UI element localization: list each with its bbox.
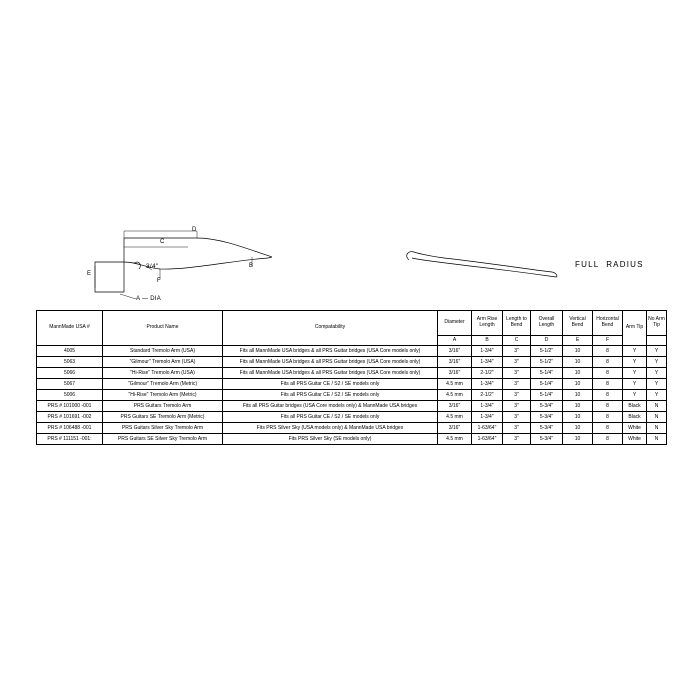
cell-overall: 5-3/4" (531, 423, 563, 434)
drawing-svg (0, 200, 700, 310)
dimension-label-e: E (87, 271, 92, 277)
header-arm-rise-line1: Arm Rise (476, 316, 498, 323)
dimension-label-a-dia: A — DIA (136, 296, 162, 302)
full-radius-label: FULL RADIUS (575, 260, 644, 269)
header-overall-line1: Overall (538, 316, 555, 323)
cell-length-bend: 3" (503, 346, 531, 357)
cell-no-tip: Y (647, 379, 667, 390)
full-radius-lower (412, 258, 556, 277)
cell-compatibility: Fits all PRS Guitar CE / S2 / SE models only (223, 390, 438, 401)
header-horizontal-line1: Horizontal (596, 316, 619, 323)
cell-no-tip: N (647, 412, 667, 423)
cell-compatibility: Fits all MannMade USA bridges & all PRS Guitar bridges (USA Core models only) (223, 357, 438, 368)
cell-no-tip: Y (647, 346, 667, 357)
cell-vertical: 10 (563, 357, 593, 368)
cell-arm-rise: 1-3/4" (472, 379, 503, 390)
cell-product: "Hi-Rise" Tremolo Arm (USA) (103, 368, 223, 379)
threaded-shank (95, 262, 124, 292)
letter-d: D (531, 336, 563, 346)
cell-vertical: 10 (563, 434, 593, 445)
cell-part: PRS # 106488 -001 (37, 423, 103, 434)
cell-length-bend: 3" (503, 401, 531, 412)
letter-a: A (438, 336, 472, 346)
tremolo-arm-spec-table (36, 310, 667, 445)
cell-no-tip: N (647, 434, 667, 445)
arm-tip-end (268, 257, 272, 258)
cell-diameter: 4.5 mm (438, 379, 472, 390)
table-row (37, 379, 667, 390)
header-length-bend-line1: Length to (506, 316, 527, 323)
cell-no-tip: N (647, 401, 667, 412)
cell-vertical: 10 (563, 390, 593, 401)
header-vertical-bend (563, 311, 593, 336)
cell-diameter: 4.5 mm (438, 412, 472, 423)
table-row (37, 401, 667, 412)
cell-compatibility: Fits all PRS Guitar CE / S2 / SE models only (223, 412, 438, 423)
cell-length-bend: 3" (503, 423, 531, 434)
table-row (37, 368, 667, 379)
cell-part: 5067 (37, 379, 103, 390)
header-product-name: Product Name (103, 311, 223, 346)
cell-product: "Gilmour" Tremolo Arm (Metric) (103, 379, 223, 390)
cell-length-bend: 3" (503, 412, 531, 423)
header-arm-tip: Arm Tip (623, 311, 647, 346)
cell-no-tip: Y (647, 390, 667, 401)
cell-arm-tip: Y (623, 357, 647, 368)
cell-arm-rise: 2-1/2" (472, 368, 503, 379)
cell-compatibility: Fits PRS Silver Sky (SE models only) (223, 434, 438, 445)
cell-product: PRS Guitars Tremolo Arm (103, 401, 223, 412)
cell-arm-tip: Y (623, 379, 647, 390)
table-row (37, 423, 667, 434)
cell-overall: 5-1/4" (531, 379, 563, 390)
cell-arm-tip: White (623, 434, 647, 445)
table-body (37, 346, 667, 445)
cell-horizontal: 8 (593, 401, 623, 412)
cell-diameter: 4.5 mm (438, 434, 472, 445)
cell-vertical: 10 (563, 412, 593, 423)
dimension-label-f: F (157, 278, 161, 284)
cell-vertical: 10 (563, 379, 593, 390)
cell-product: PRS Guitars SE Silver Sky Tremolo Arm (103, 434, 223, 445)
table-row (37, 346, 667, 357)
cell-arm-tip: Black (623, 412, 647, 423)
cell-diameter: 3/16" (438, 346, 472, 357)
cell-overall: 5-3/4" (531, 401, 563, 412)
header-vertical-line2: Bend (571, 322, 584, 328)
cell-compatibility: Fits all PRS Guitar bridges (USA Core models only) & MannMade USA bridges (223, 401, 438, 412)
header-length-bend-line2: Bend (510, 322, 523, 328)
cell-arm-rise: 2-1/2" (472, 390, 503, 401)
table-row (37, 357, 667, 368)
cell-part: PRS # 111151 -001: (37, 434, 103, 445)
cell-compatibility: Fits all MannMade USA bridges & all PRS Guitar bridges (USA Core models only) (223, 346, 438, 357)
cell-compatibility: Fits PRS Silver Sky (USA models only) & MannMade USA bridges (223, 423, 438, 434)
cell-overall: 5-1/4" (531, 368, 563, 379)
dimension-label-b: B (249, 263, 254, 269)
cell-vertical: 10 (563, 346, 593, 357)
cell-part: 5063 (37, 357, 103, 368)
cell-arm-tip: Y (623, 368, 647, 379)
cell-length-bend: 3" (503, 368, 531, 379)
cell-product: "Gilmour" Tremolo Arm (USA) (103, 357, 223, 368)
cell-horizontal: 8 (593, 357, 623, 368)
cell-horizontal: 8 (593, 346, 623, 357)
spec-table-container (36, 310, 666, 445)
arm-upper-curve (197, 238, 272, 257)
table-header-row (37, 311, 667, 336)
table-header (37, 311, 667, 346)
cell-length-bend: 3" (503, 379, 531, 390)
header-part-number: MannMade USA # (37, 311, 103, 346)
cell-horizontal: 8 (593, 434, 623, 445)
cell-horizontal: 8 (593, 379, 623, 390)
letter-b: B (472, 336, 503, 346)
cell-horizontal: 8 (593, 368, 623, 379)
cell-horizontal: 8 (593, 390, 623, 401)
cell-overall: 5-1/4" (531, 390, 563, 401)
cell-diameter: 3/16" (438, 368, 472, 379)
cell-diameter: 3/16" (438, 357, 472, 368)
header-compatibility: Compatability (223, 311, 438, 346)
cell-part: 4005 (37, 346, 103, 357)
letter-f: F (593, 336, 623, 346)
header-overall-line2: Length (538, 322, 555, 328)
cell-overall: 5-1/2" (531, 357, 563, 368)
cell-arm-tip: Black (623, 401, 647, 412)
cell-arm-tip: Y (623, 390, 647, 401)
letter-c: C (503, 336, 531, 346)
cell-part: PRS # 101000 -001 (37, 401, 103, 412)
cell-vertical: 10 (563, 423, 593, 434)
dimension-label-three-quarter: 3/4" (146, 263, 159, 270)
cell-no-tip: Y (647, 357, 667, 368)
header-no-arm-tip (647, 311, 667, 336)
cell-horizontal: 8 (593, 412, 623, 423)
cell-product: "Hi-Rise" Tremolo Arm (Metric) (103, 390, 223, 401)
cell-vertical: 10 (563, 368, 593, 379)
tremolo-arm-technical-drawing (0, 200, 700, 310)
cell-compatibility: Fits all MannMade USA bridges & all PRS Guitar bridges (USA Core models only) (223, 368, 438, 379)
cell-arm-rise: 1-3/4" (472, 346, 503, 357)
cell-arm-rise: 1-3/4" (472, 412, 503, 423)
header-length-to-bend (503, 311, 531, 336)
dimension-label-d: D (192, 227, 197, 233)
cell-part: 5066 (37, 368, 103, 379)
cell-arm-rise: 1-63/64" (472, 423, 503, 434)
header-overall-length (531, 311, 563, 336)
cell-part: 5006 (37, 390, 103, 401)
cell-arm-rise: 1-3/4" (472, 401, 503, 412)
cell-arm-rise: 1-63/64" (472, 434, 503, 445)
letter-no-tip (647, 336, 667, 346)
cell-arm-tip: Y (623, 346, 647, 357)
cell-no-tip: N (647, 423, 667, 434)
cell-overall: 5-3/4" (531, 434, 563, 445)
header-horizontal-bend (593, 311, 623, 336)
cell-diameter: 4.5 mm (438, 390, 472, 401)
header-diameter: Diameter (438, 311, 472, 336)
cell-product: PRS Guitars SE Tremolo Arm (Metric) (103, 412, 223, 423)
table-row (37, 434, 667, 445)
cell-length-bend: 3" (503, 357, 531, 368)
cell-horizontal: 8 (593, 423, 623, 434)
cell-vertical: 10 (563, 401, 593, 412)
dim-leader-a (120, 294, 136, 299)
cell-part: PRS # 101691 -002 (37, 412, 103, 423)
cell-overall: 5-3/4" (531, 412, 563, 423)
header-vertical-line1: Vertical (569, 316, 586, 323)
header-no-arm-line2: Tip (653, 322, 660, 328)
table-row (37, 390, 667, 401)
cell-diameter: 3/16" (438, 423, 472, 434)
cell-diameter: 3/16" (438, 401, 472, 412)
full-radius-hook (407, 252, 444, 260)
table-row (37, 412, 667, 423)
cell-compatibility: Fits all PRS Guitar CE / S2 / SE models only (223, 379, 438, 390)
cell-product: PRS Guitars Silver Sky Tremolo Arm (103, 423, 223, 434)
header-no-arm-line1: No Arm (648, 316, 665, 323)
cell-length-bend: 3" (503, 390, 531, 401)
dimension-label-c: C (160, 239, 165, 245)
letter-e: E (563, 336, 593, 346)
cell-arm-rise: 1-3/4" (472, 357, 503, 368)
cell-no-tip: Y (647, 368, 667, 379)
cell-arm-tip: White (623, 423, 647, 434)
cell-overall: 5-1/2" (531, 346, 563, 357)
cell-product: Standard Tremolo Arm (USA) (103, 346, 223, 357)
header-horizontal-line2: Bend (601, 322, 614, 328)
cell-length-bend: 3" (503, 434, 531, 445)
header-arm-rise-line2: Length (479, 322, 495, 328)
header-arm-rise-length (472, 311, 503, 336)
